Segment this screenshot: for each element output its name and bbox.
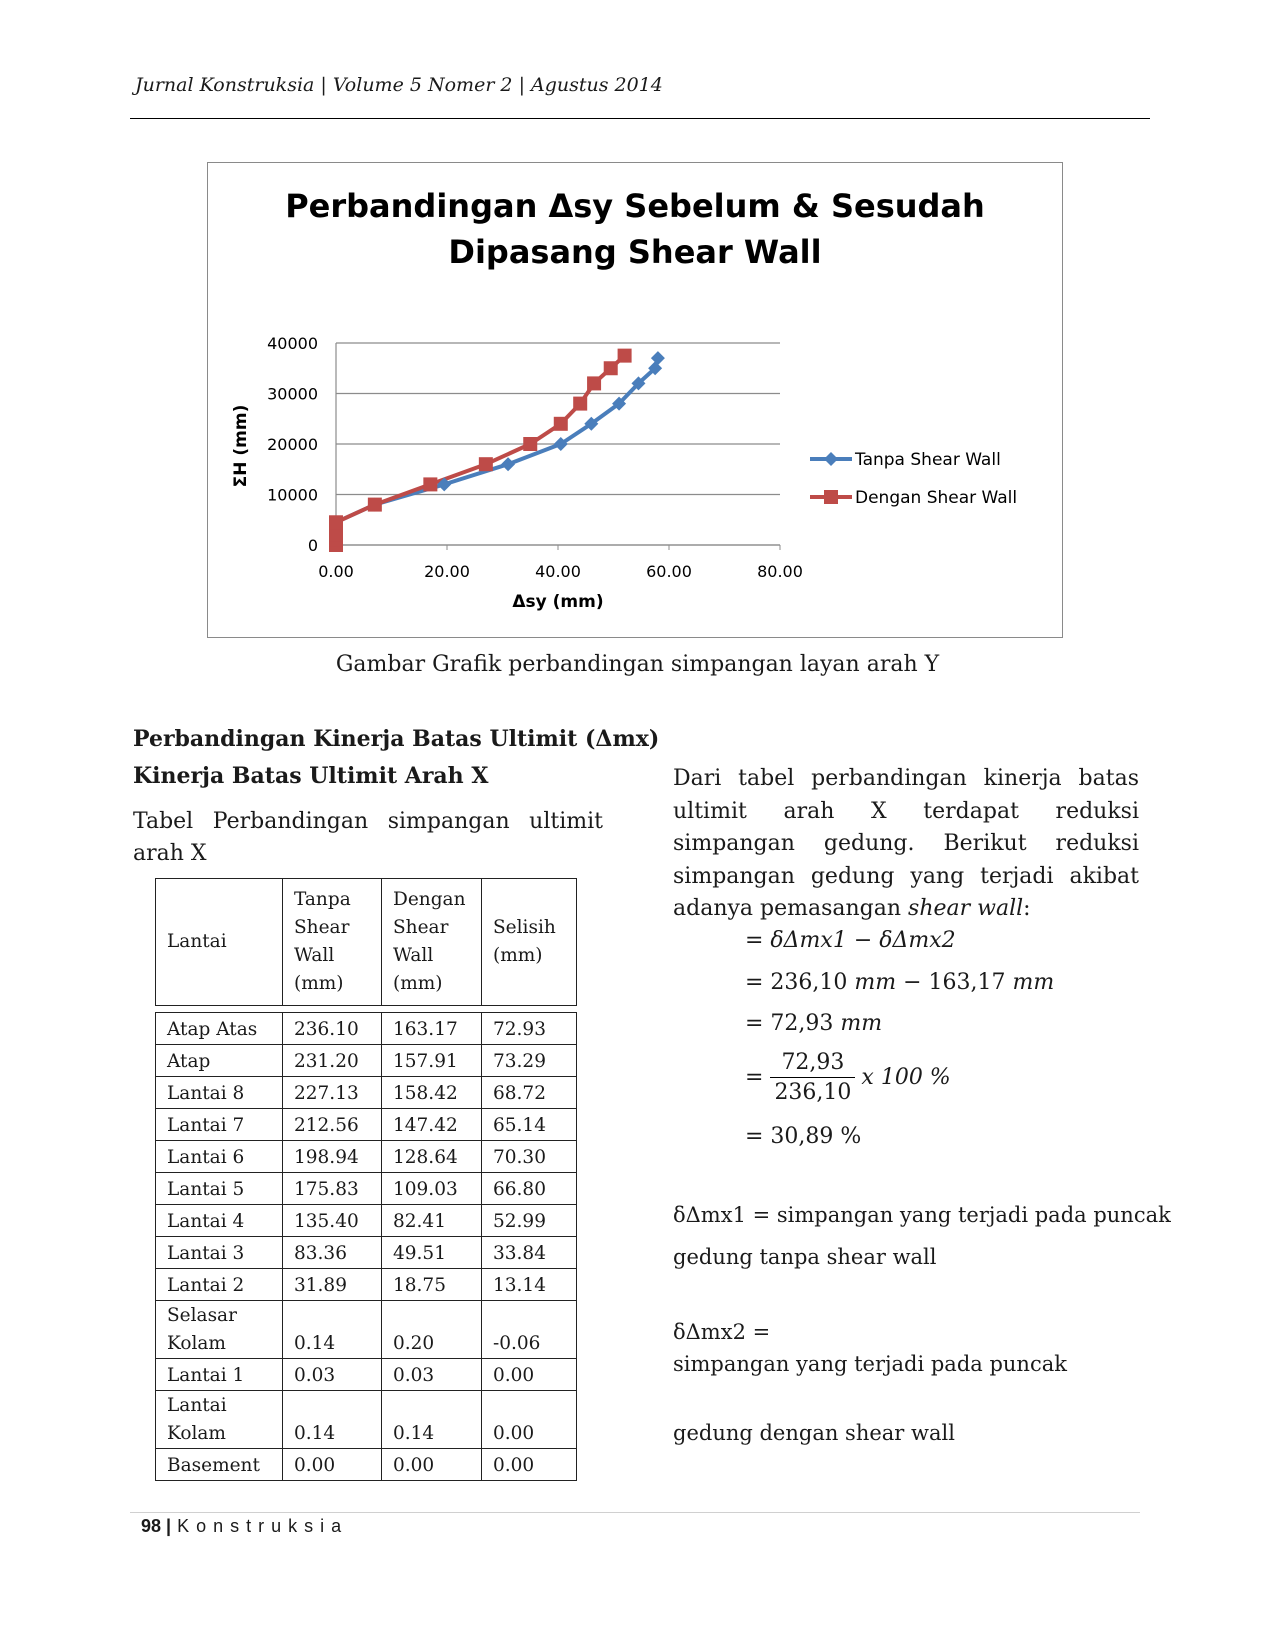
table-header-row bbox=[156, 879, 577, 1006]
cell-tanpa: 0.03 bbox=[283, 1359, 382, 1391]
y-tick-label: 20000 bbox=[267, 435, 318, 454]
analysis-emphasis: shear wall bbox=[908, 896, 1024, 921]
cell-lantai: Lantai 5 bbox=[156, 1173, 283, 1205]
data-point bbox=[573, 397, 587, 411]
x-tick-label: 80.00 bbox=[757, 562, 803, 581]
data-point bbox=[368, 498, 382, 512]
y-tick-label: 0 bbox=[307, 536, 318, 555]
cell-selisih: 0.00 bbox=[482, 1391, 577, 1449]
x-tick-label: 20.00 bbox=[424, 562, 470, 581]
cell-dengan: 82.41 bbox=[382, 1205, 482, 1237]
definition-2-line-2: simpangan yang terjadi pada puncak bbox=[673, 1352, 1067, 1376]
journal-header: Jurnal Konstruksia | Volume 5 Nomer 2 | Agustus 2014 bbox=[135, 74, 663, 96]
series-line-tanpa-shear-wall bbox=[336, 358, 658, 545]
cell-selisih: 72.93 bbox=[482, 1013, 577, 1045]
legend-label: Dengan Shear Wall bbox=[855, 488, 1018, 508]
definition-1-line-1: δΔmx1 = simpangan yang terjadi pada puncak bbox=[673, 1203, 1171, 1227]
cell-tanpa: 198.94 bbox=[283, 1141, 382, 1173]
x-tick-label: 0.00 bbox=[318, 562, 354, 581]
table-row bbox=[156, 1109, 577, 1141]
eq3-a: = 72,93 bbox=[745, 1011, 841, 1036]
definition-2-line-3: gedung dengan shear wall bbox=[673, 1421, 955, 1445]
cell-lantai: Atap bbox=[156, 1045, 283, 1077]
table-row bbox=[156, 1301, 577, 1359]
analysis-text: Dari tabel perbandingan kinerja batas ultimit arah X terdapat reduksi simpangan gedung. Berikut reduksi simpangan gedung yang terjadi akibat adanya pemasangan bbox=[673, 766, 1139, 921]
x-axis-label: Δsy (mm) bbox=[512, 592, 604, 612]
cell-dengan: 0.20 bbox=[382, 1301, 482, 1359]
eq4-fraction bbox=[770, 1050, 855, 1105]
cell-dengan: 49.51 bbox=[382, 1237, 482, 1269]
cell-dengan: 0.03 bbox=[382, 1359, 482, 1391]
chart-figure bbox=[207, 162, 1063, 638]
y-axis-label: ΣH (mm) bbox=[231, 404, 251, 488]
cell-lantai: Lantai Kolam bbox=[156, 1391, 283, 1449]
cell-tanpa: 227.13 bbox=[283, 1077, 382, 1109]
table-body bbox=[156, 1006, 577, 1481]
figure-caption: Gambar Grafik perbandingan simpangan layan arah Y bbox=[335, 652, 940, 677]
definition-1-line-2: gedung tanpa shear wall bbox=[673, 1245, 937, 1269]
data-point bbox=[501, 457, 515, 471]
section-title-ultimate: Perbandingan Kinerja Batas Ultimit (Δmx) bbox=[133, 726, 660, 752]
header-selisih: Selisih (mm) bbox=[482, 879, 577, 1006]
cell-lantai: Lantai 8 bbox=[156, 1077, 283, 1109]
analysis-colon: : bbox=[1023, 896, 1031, 921]
table-row bbox=[156, 1141, 577, 1173]
cell-selisih: 73.29 bbox=[482, 1045, 577, 1077]
table-row bbox=[156, 1013, 577, 1045]
equation-2 bbox=[745, 970, 1054, 995]
cell-lantai: Lantai 1 bbox=[156, 1359, 283, 1391]
y-tick-label: 10000 bbox=[267, 485, 318, 505]
equation-5: = 30,89 % bbox=[745, 1124, 862, 1149]
cell-lantai: Atap Atas bbox=[156, 1013, 283, 1045]
cell-dengan: 158.42 bbox=[382, 1077, 482, 1109]
table-row bbox=[156, 1077, 577, 1109]
header-rule bbox=[130, 118, 1150, 119]
comparison-table bbox=[155, 878, 577, 1481]
data-point bbox=[329, 528, 343, 542]
cell-lantai: Selasar Kolam bbox=[156, 1301, 283, 1359]
cell-selisih: 0.00 bbox=[482, 1449, 577, 1481]
eq2-d: mm bbox=[1012, 970, 1055, 995]
cell-selisih: 70.30 bbox=[482, 1141, 577, 1173]
cell-selisih: 68.72 bbox=[482, 1077, 577, 1109]
cell-lantai: Lantai 3 bbox=[156, 1237, 283, 1269]
cell-lantai: Lantai 2 bbox=[156, 1269, 283, 1301]
data-point bbox=[479, 457, 493, 471]
legend-marker bbox=[824, 490, 838, 504]
table-row bbox=[156, 1045, 577, 1077]
y-tick-label: 30000 bbox=[267, 384, 318, 404]
cell-selisih: -0.06 bbox=[482, 1301, 577, 1359]
x-tick-label: 40.00 bbox=[535, 562, 581, 581]
cell-dengan: 18.75 bbox=[382, 1269, 482, 1301]
cell-selisih: 13.14 bbox=[482, 1269, 577, 1301]
cell-selisih: 52.99 bbox=[482, 1205, 577, 1237]
data-point bbox=[423, 477, 437, 491]
eq2-a: = 236,10 bbox=[745, 970, 855, 995]
data-point bbox=[651, 351, 665, 365]
y-tick-label: 40000 bbox=[267, 334, 318, 353]
data-point bbox=[523, 437, 537, 451]
series-line-dengan-shear-wall bbox=[336, 356, 625, 545]
x-tick-label: 60.00 bbox=[646, 562, 692, 581]
footer-separator: | bbox=[166, 1516, 172, 1536]
equation-4 bbox=[745, 1050, 951, 1105]
cell-tanpa: 175.83 bbox=[283, 1173, 382, 1205]
cell-selisih: 0.00 bbox=[482, 1359, 577, 1391]
table-row bbox=[156, 1359, 577, 1391]
cell-tanpa: 0.14 bbox=[283, 1301, 382, 1359]
eq4-numerator: 72,93 bbox=[770, 1050, 855, 1078]
table-row bbox=[156, 1205, 577, 1237]
footer-rule bbox=[130, 1512, 1140, 1513]
data-point bbox=[329, 515, 343, 529]
eq4-tail: x 100 % bbox=[861, 1065, 951, 1090]
eq2-b: mm bbox=[854, 970, 897, 995]
eq3-b: mm bbox=[840, 1011, 883, 1036]
cell-selisih: 33.84 bbox=[482, 1237, 577, 1269]
footer-journal-name: Konstruksia bbox=[177, 1516, 349, 1536]
equation-1-text: = δΔmx1 − δΔmx2 bbox=[745, 928, 956, 953]
table-row bbox=[156, 1449, 577, 1481]
chart-title-line: Dipasang Shear Wall bbox=[448, 233, 822, 271]
cell-tanpa: 0.14 bbox=[283, 1391, 382, 1449]
table-caption: Tabel Perbandingan simpangan ultimit arah X bbox=[133, 809, 603, 866]
cell-dengan: 109.03 bbox=[382, 1173, 482, 1205]
header-tanpa: Tanpa Shear Wall (mm) bbox=[283, 879, 382, 1006]
data-point bbox=[587, 376, 601, 390]
cell-tanpa: 0.00 bbox=[283, 1449, 382, 1481]
data-point bbox=[604, 361, 618, 375]
cell-lantai: Lantai 6 bbox=[156, 1141, 283, 1173]
page-footer bbox=[141, 1516, 348, 1537]
cell-tanpa: 212.56 bbox=[283, 1109, 382, 1141]
cell-lantai: Basement bbox=[156, 1449, 283, 1481]
cell-dengan: 163.17 bbox=[382, 1013, 482, 1045]
cell-tanpa: 231.20 bbox=[283, 1045, 382, 1077]
equation-1 bbox=[745, 928, 956, 953]
cell-dengan: 128.64 bbox=[382, 1141, 482, 1173]
table-row bbox=[156, 1237, 577, 1269]
cell-tanpa: 135.40 bbox=[283, 1205, 382, 1237]
analysis-paragraph bbox=[673, 763, 1139, 926]
cell-lantai: Lantai 4 bbox=[156, 1205, 283, 1237]
legend-marker bbox=[824, 452, 838, 466]
page-number: 98 bbox=[141, 1516, 162, 1536]
cell-dengan: 0.14 bbox=[382, 1391, 482, 1449]
equation-3 bbox=[745, 1011, 882, 1036]
chart-title-line: Perbandingan Δsy Sebelum & Sesudah bbox=[285, 187, 985, 225]
definition-2-line-1: δΔmx2 = bbox=[673, 1320, 771, 1344]
legend-label: Tanpa Shear Wall bbox=[855, 450, 1001, 470]
section-subtitle-direction-x: Kinerja Batas Ultimit Arah X bbox=[133, 763, 489, 789]
cell-tanpa: 236.10 bbox=[283, 1013, 382, 1045]
header-dengan: Dengan Shear Wall (mm) bbox=[382, 879, 482, 1006]
table-row bbox=[156, 1391, 577, 1449]
cell-dengan: 147.42 bbox=[382, 1109, 482, 1141]
cell-tanpa: 31.89 bbox=[283, 1269, 382, 1301]
cell-dengan: 0.00 bbox=[382, 1449, 482, 1481]
header-lantai: Lantai bbox=[156, 879, 283, 1006]
data-point bbox=[554, 417, 568, 431]
eq2-c: − 163,17 bbox=[896, 970, 1013, 995]
cell-tanpa: 83.36 bbox=[283, 1237, 382, 1269]
cell-dengan: 157.91 bbox=[382, 1045, 482, 1077]
data-point bbox=[618, 349, 632, 363]
cell-selisih: 66.80 bbox=[482, 1173, 577, 1205]
cell-selisih: 65.14 bbox=[482, 1109, 577, 1141]
chart-svg bbox=[208, 163, 1062, 637]
table-row bbox=[156, 1173, 577, 1205]
eq4-denominator: 236,10 bbox=[774, 1080, 852, 1105]
cell-lantai: Lantai 7 bbox=[156, 1109, 283, 1141]
table-row bbox=[156, 1269, 577, 1301]
eq4-equals: = bbox=[745, 1065, 764, 1090]
